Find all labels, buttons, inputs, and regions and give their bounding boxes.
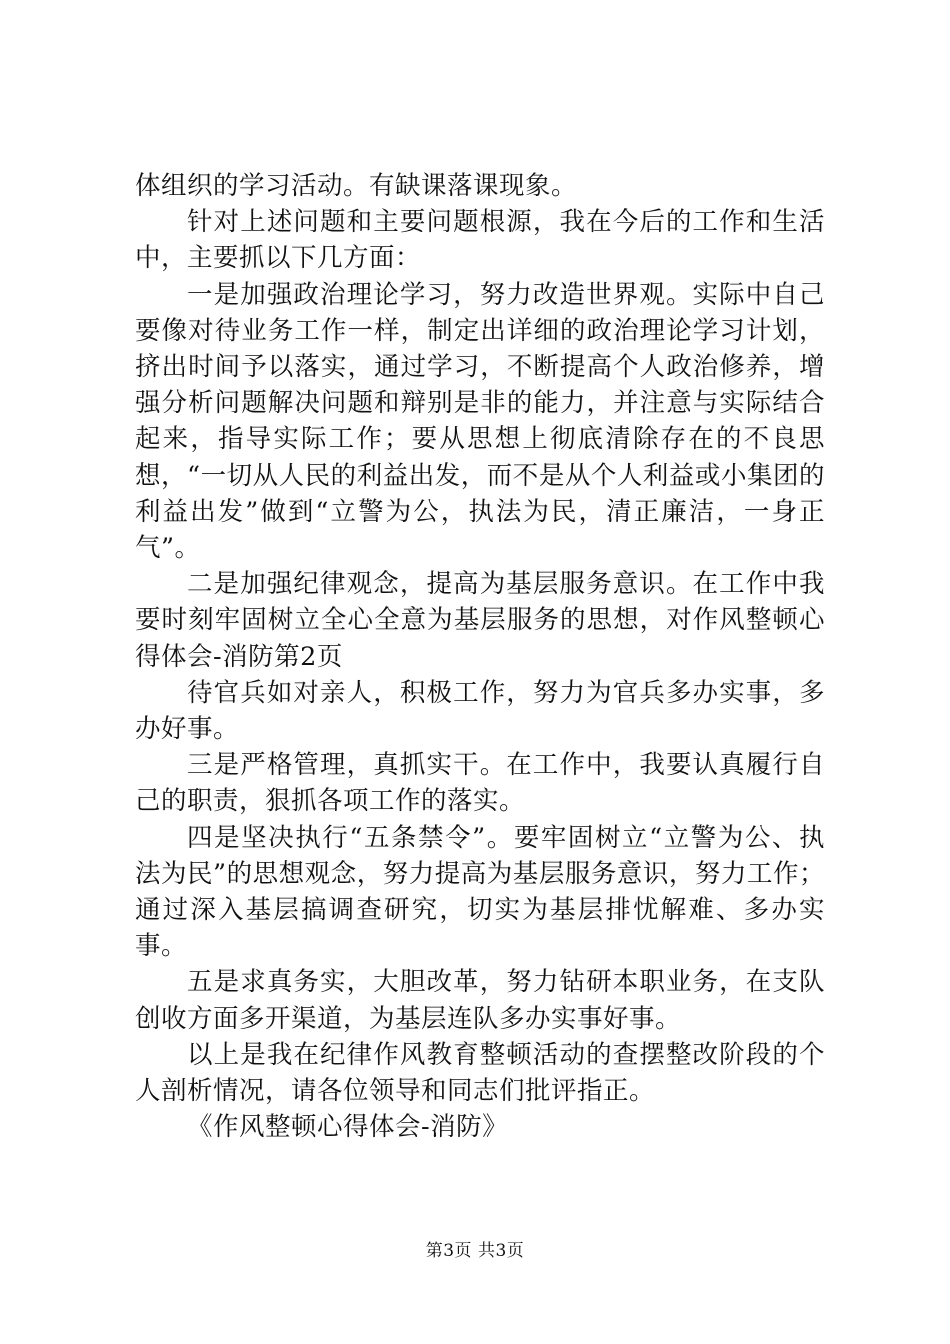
paragraph-3: 一是加强政治理论学习，努力改造世界观。实际中自己要像对待业务工作一样，制定出详细的政治理论学习计划，挤出时间予以落实，通过学习，不断提高个人政治修养，增强分析问题解决问题和辩别是非的能力，并注意与实际结合起来，指导实际工作；要从思想上彻底清除存在的不良思想，“一切从人民的利益出发，而不是从个人利益或小集团的利益出发”做到“立警为公，执法为民，清正廉洁，一身正气”。 — [135, 279, 825, 564]
page-footer: 第3页 共3页 — [425, 1241, 525, 1261]
paragraph-6: 三是严格管理，真抓实干。在工作中，我要认真履行自己的职责，狠抓各项工作的落实。 — [135, 750, 825, 817]
paragraph-7: 四是坚决执行“五条禁令”。要牢固树立“立警为公、执法为民”的思想观念，努力提高为基层服务意识，努力工作；通过深入基层搞调查研究，切实为基层排忧解难、多办实事。 — [135, 822, 825, 962]
paragraph-2: 针对上述问题和主要问题根源，我在今后的工作和生活中，主要抓以下几方面： — [135, 207, 825, 274]
paragraph-4: 二是加强纪律观念，提高为基层服务意识。在工作中我要时刻牢固树立全心全意为基层服务的思想，对作风整顿心得体会-消防第2页 — [135, 569, 825, 672]
paragraph-10: 《作风整顿心得体会-消防》 — [187, 1112, 509, 1143]
paragraph-5: 待官兵如对亲人，积极工作，努力为官兵多办实事，多办好事。 — [135, 677, 825, 745]
document-body — [135, 168, 825, 1145]
paragraph-1: 体组织的学习活动。有缺课落课现象。 — [135, 171, 578, 201]
paragraph-8: 五是求真务实，大胆改革，努力钻研本职业务，在支队创收方面多开渠道，为基层连队多办实事好事。 — [135, 967, 825, 1034]
paragraph-9: 以上是我在纪律作风教育整顿活动的查摆整改阶段的个人剖析情况，请各位领导和同志们批评指正。 — [135, 1039, 825, 1107]
